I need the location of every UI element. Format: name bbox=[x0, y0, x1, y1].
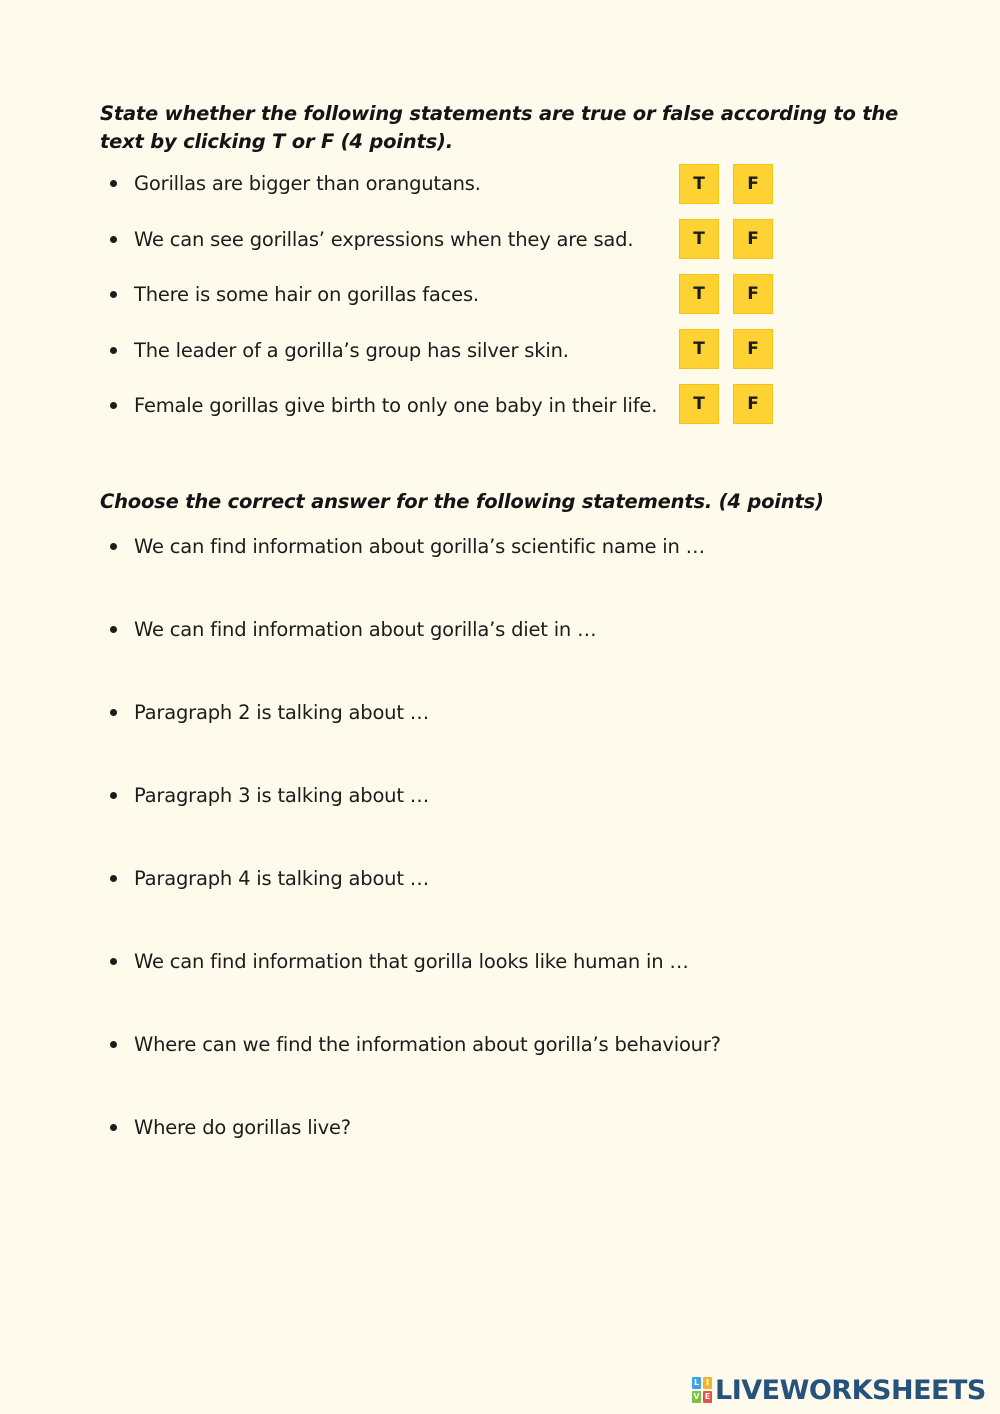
bullet-icon bbox=[110, 347, 117, 354]
bullet-icon bbox=[110, 291, 117, 298]
question-5 bbox=[110, 861, 429, 895]
question-7 bbox=[110, 1027, 721, 1061]
logo-mark-cell: E bbox=[704, 1392, 711, 1401]
question-text: Paragraph 4 is talking about … bbox=[134, 866, 430, 890]
true-button-3[interactable]: T bbox=[679, 274, 719, 314]
true-button-1[interactable]: T bbox=[679, 164, 719, 204]
multiple-choice-instructions: Choose the correct answer for the following statements. (4 points) bbox=[100, 490, 824, 513]
true-false-instructions: State whether the following statements are true or false according to the text by clicking T or F (4 points). bbox=[100, 102, 899, 153]
bullet-icon bbox=[110, 875, 117, 882]
false-button-1[interactable]: F bbox=[733, 164, 773, 204]
bullet-icon bbox=[110, 1041, 117, 1048]
question-text: Paragraph 2 is talking about … bbox=[134, 700, 430, 724]
bullet-icon bbox=[110, 709, 117, 716]
question-text: Paragraph 3 is talking about … bbox=[134, 783, 430, 807]
question-8 bbox=[110, 1110, 351, 1144]
false-button-3[interactable]: F bbox=[733, 274, 773, 314]
question-6 bbox=[110, 944, 689, 978]
tf-statement-4 bbox=[110, 333, 569, 367]
liveworksheets-logo[interactable] bbox=[692, 1374, 986, 1406]
bullet-icon bbox=[110, 626, 117, 633]
question-4 bbox=[110, 778, 429, 812]
question-text: Where do gorillas live? bbox=[134, 1115, 351, 1139]
tf-statement-text: The leader of a gorilla’s group has silver skin. bbox=[134, 338, 569, 362]
logo-mark-cell: I bbox=[703, 1377, 712, 1389]
logo-text: LIVEWORKSHEETS bbox=[715, 1374, 986, 1406]
logo-mark-cell: L bbox=[693, 1378, 700, 1387]
tf-statement-3 bbox=[110, 277, 479, 311]
tf-statement-text: We can see gorillas’ expressions when they are sad. bbox=[134, 227, 634, 251]
true-button-2[interactable]: T bbox=[679, 219, 719, 259]
liveworksheets-logo-icon bbox=[692, 1377, 712, 1403]
bullet-icon bbox=[110, 543, 117, 550]
bullet-icon bbox=[110, 792, 117, 799]
true-button-5[interactable]: T bbox=[679, 384, 719, 424]
bullet-icon bbox=[110, 402, 117, 409]
true-button-4[interactable]: T bbox=[679, 329, 719, 369]
tf-statement-text: Female gorillas give birth to only one baby in their life. bbox=[134, 393, 658, 417]
question-3 bbox=[110, 695, 429, 729]
tf-statement-1 bbox=[110, 166, 481, 200]
false-button-5[interactable]: F bbox=[733, 384, 773, 424]
false-button-2[interactable]: F bbox=[733, 219, 773, 259]
question-2 bbox=[110, 612, 596, 646]
tf-statement-5 bbox=[110, 388, 657, 422]
false-button-4[interactable]: F bbox=[733, 329, 773, 369]
question-text: Where can we find the information about gorilla’s behaviour? bbox=[134, 1032, 721, 1056]
bullet-icon bbox=[110, 180, 117, 187]
question-text: We can find information about gorilla’s scientific name in … bbox=[134, 534, 705, 558]
bullet-icon bbox=[110, 958, 117, 965]
bullet-icon bbox=[110, 236, 117, 243]
logo-mark-cell: V bbox=[693, 1392, 700, 1401]
question-text: We can find information about gorilla’s diet in … bbox=[134, 617, 597, 641]
tf-statement-text: Gorillas are bigger than orangutans. bbox=[134, 171, 481, 195]
tf-statement-text: There is some hair on gorillas faces. bbox=[134, 282, 479, 306]
question-1 bbox=[110, 529, 705, 563]
bullet-icon bbox=[110, 1124, 117, 1131]
question-text: We can find information that gorilla looks like human in … bbox=[134, 949, 689, 973]
tf-statement-2 bbox=[110, 222, 633, 256]
